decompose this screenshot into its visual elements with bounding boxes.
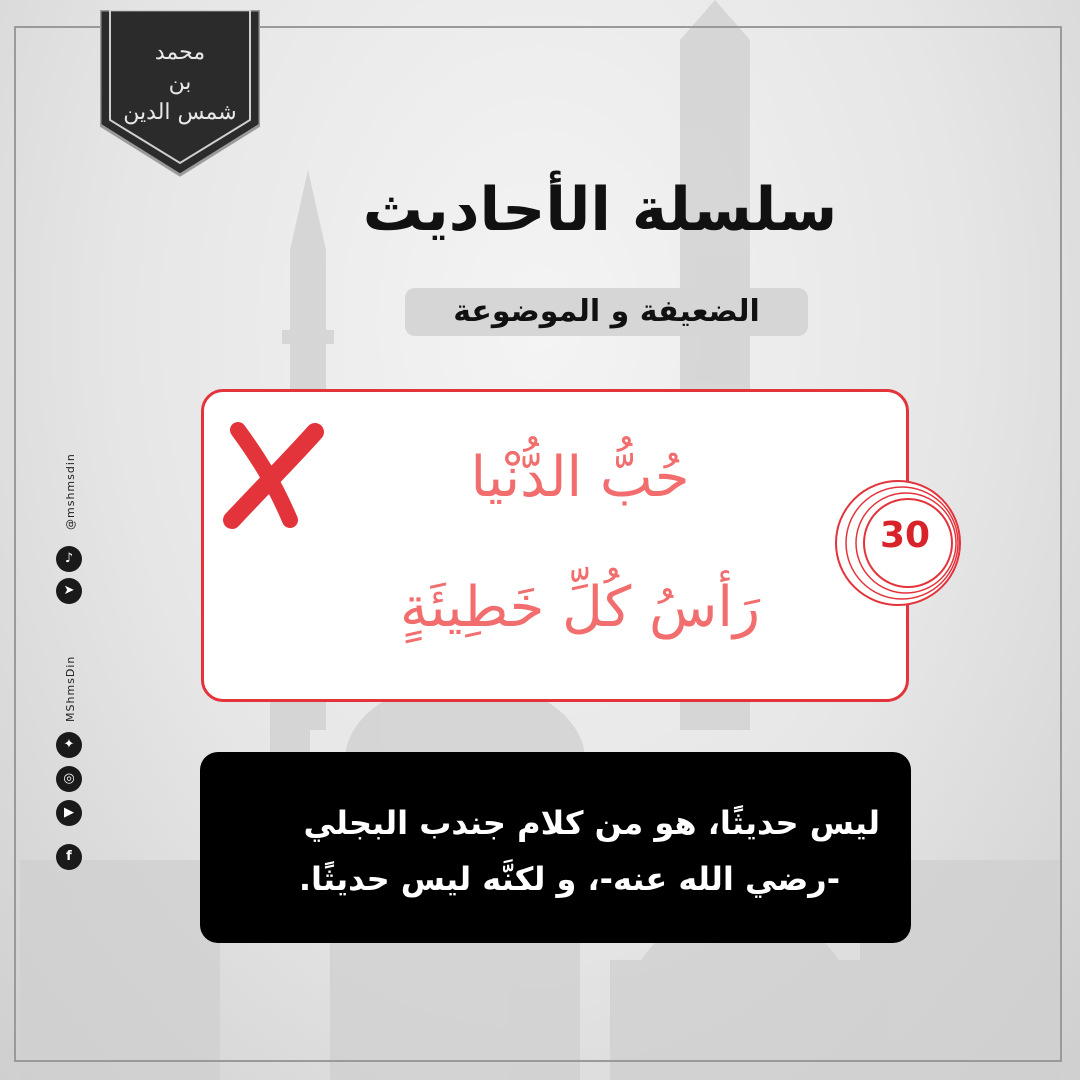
cross-mark-icon <box>220 420 330 530</box>
note-line-2: -رضي الله عنه-، و لكنَّه ليس حديثًا. <box>298 860 840 898</box>
page-subtitle: الضعيفة و الموضوعة <box>453 294 760 329</box>
hadith-line-2: رَأسُ كُلِّ خَطِيئَةٍ <box>399 575 760 640</box>
social-handle-bottom: MShmsDin <box>64 655 77 722</box>
social-handle-top: @mshmsdin <box>64 453 77 530</box>
twitter-icon[interactable]: ✦ <box>56 732 82 758</box>
emblem-family: شمس الدين <box>123 100 237 125</box>
instagram-icon[interactable]: ◎ <box>56 766 82 792</box>
youtube-icon[interactable]: ▶ <box>56 800 82 826</box>
emblem-name: محمد <box>154 40 206 65</box>
page-title: سلسلة الأحاديث <box>362 175 838 245</box>
emblem-text <box>100 38 260 128</box>
tiktok-icon[interactable]: ♪ <box>56 546 82 572</box>
facebook-icon[interactable]: f <box>56 844 82 870</box>
hadith-line-1: حُبُّ الدُّنْيا <box>470 445 690 510</box>
note-text <box>230 795 880 907</box>
telegram-icon[interactable]: ➤ <box>56 578 82 604</box>
emblem-ibn: بن <box>168 70 192 95</box>
note-line-1: ليس حديثًا، هو من كلام جندب البجلي <box>303 804 880 842</box>
hadith-number: 30 <box>879 515 931 556</box>
